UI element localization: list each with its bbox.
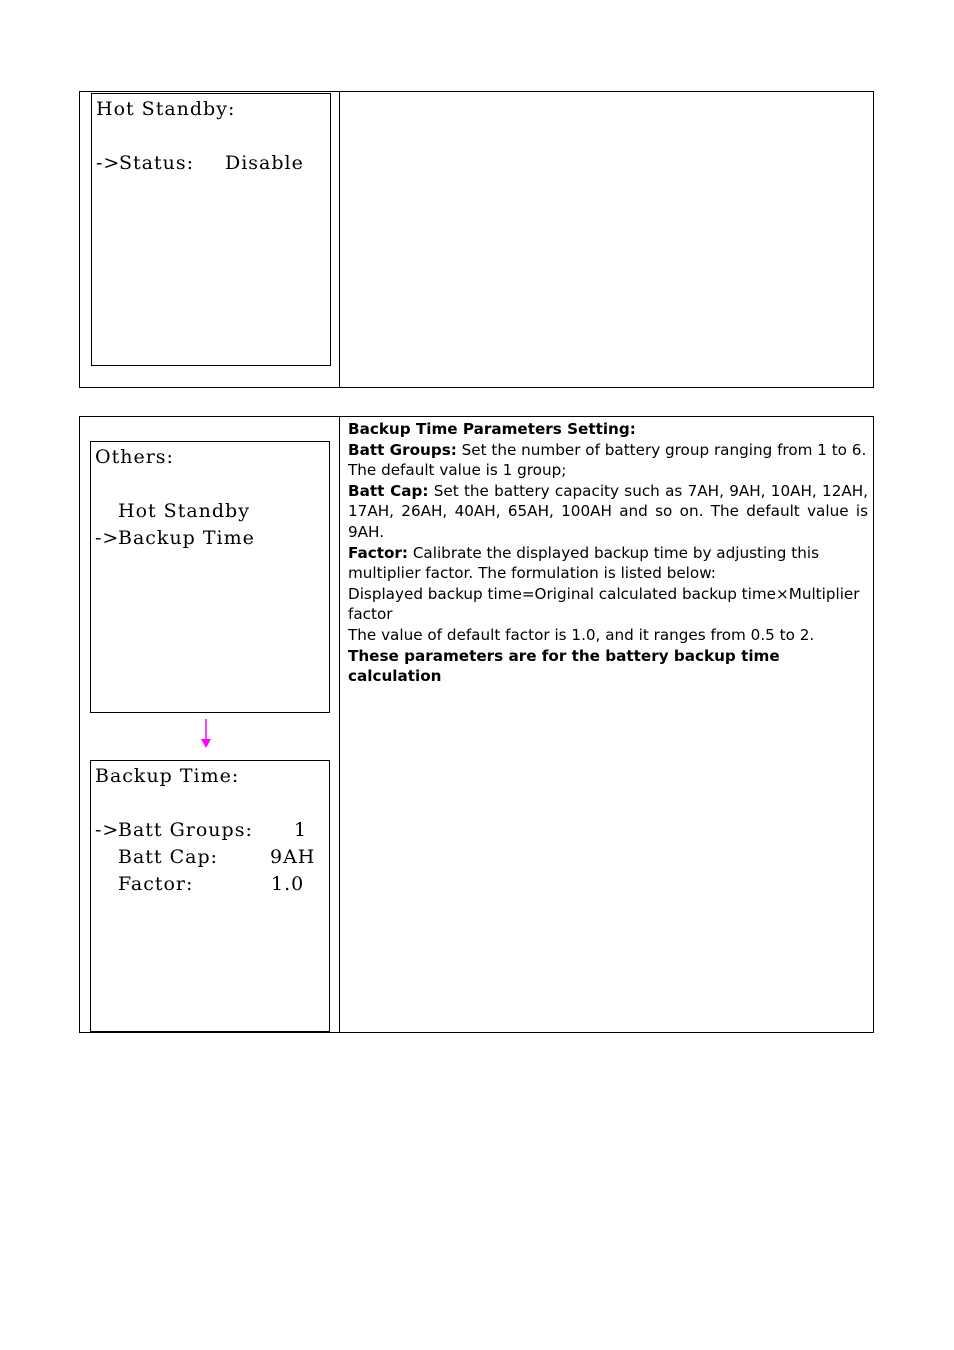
note-text: These parameters are for the battery backup time calculation [348,646,780,686]
backup-time-table [79,416,874,1033]
column-divider [339,417,340,1032]
factor-description: Factor: Calibrate the displayed backup time by adjusting this multiplier factor. The formulation is listed below: [348,543,819,583]
status-label: Status: [119,152,195,174]
batt-groups-label: Batt Groups: [118,819,253,841]
lcd-title: Backup Time: [95,765,240,787]
factor-label: Factor: [118,873,194,895]
default-factor-text: The value of default factor is 1.0, and it ranges from 0.5 to 2. [348,625,815,644]
menu-item-hot-standby: Hot Standby [118,500,250,522]
batt-groups-description: Batt Groups: Set the number of battery group ranging from 1 to 6. The default value is 1 group; [348,440,867,480]
hot-standby-lcd-screen [91,93,331,366]
lcd-pointer: -> [95,819,120,841]
formula-text: Displayed backup time=Original calculated backup time×Multiplier factor [348,584,860,624]
lcd-title: Hot Standby: [96,98,236,120]
batt-cap-description: Batt Cap: Set the battery capacity such as 7AH, 9AH, 10AH, 12AH, 17AH, 26AH, 40AH, 65AH, 100AH and so on. The default value is 9AH. [348,481,868,541]
status-value: Disable [225,152,304,174]
hot-standby-table [79,91,874,388]
description-heading: Backup Time Parameters Setting: [348,420,636,438]
lcd-title: Others: [95,446,174,468]
backup-time-lcd-screen [90,760,330,1032]
backup-time-description [348,419,868,687]
lcd-pointer: -> [95,527,120,549]
menu-item-backup-time: Backup Time [118,527,255,549]
column-divider [339,92,340,387]
lcd-pointer: -> [96,152,121,174]
others-lcd-screen [90,441,330,713]
batt-cap-term: Batt Cap: [348,481,429,500]
arrow-down-icon [199,719,213,749]
batt-groups-value: 1 [294,819,308,841]
batt-cap-label: Batt Cap: [118,846,219,868]
batt-groups-term: Batt Groups: [348,440,457,459]
factor-term: Factor: [348,543,408,562]
factor-value: 1.0 [271,873,305,895]
batt-cap-value: 9AH [270,846,316,868]
